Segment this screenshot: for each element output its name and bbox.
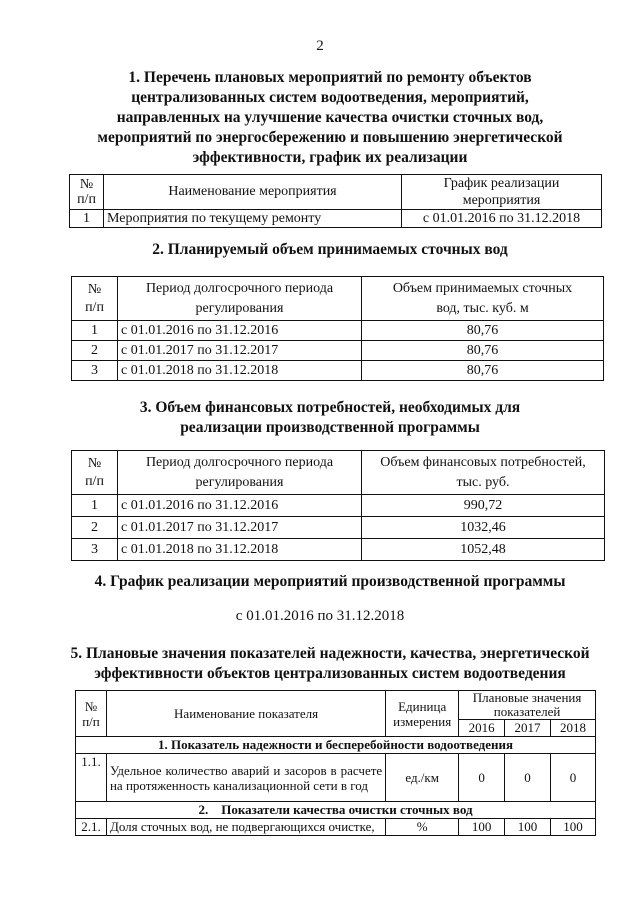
table-row <box>72 495 605 517</box>
cell-num: 1 <box>72 321 118 341</box>
group-title: 2. Показатели качества очистки сточных вод <box>76 802 596 819</box>
cell-schedule: с 01.01.2016 по 31.12.2018 <box>402 210 602 228</box>
header-value: Объем принимаемых сточных вод, тыс. куб. м <box>362 277 604 321</box>
page-number: 2 <box>316 38 324 54</box>
header-unit: Единица измерения <box>386 691 459 737</box>
header-schedule: График реализации мероприятия <box>402 175 602 210</box>
table-row <box>72 517 605 539</box>
header-num: № п/п <box>76 691 107 737</box>
cell-num: 1.1. <box>76 754 107 802</box>
group-title: 1. Показатель надежности и бесперебойности водоотведения <box>76 737 596 754</box>
table-row <box>72 361 604 381</box>
table-row <box>76 819 596 836</box>
table-row <box>76 754 596 802</box>
cell-num: 3 <box>72 361 118 381</box>
cell-value: 100 <box>551 819 596 836</box>
table-header-row <box>70 175 602 210</box>
section1-title-line: 1. Перечень плановых мероприятий по ремонту объектов <box>128 69 532 86</box>
section1-title-line: централизованных систем водоотведения, мероприятий, <box>131 89 529 106</box>
table-row <box>72 321 604 341</box>
header-num: № п/п <box>72 451 118 495</box>
section1-title <box>60 68 600 168</box>
cell-unit: ед./км <box>386 754 459 802</box>
cell-period: с 01.01.2018 по 31.12.2018 <box>118 539 362 561</box>
cell-num: 3 <box>72 539 118 561</box>
cell-value: 80,76 <box>362 361 604 381</box>
cell-value: 80,76 <box>362 341 604 361</box>
header-num: № п/п <box>70 175 104 210</box>
section4-title: 4. График реализации мероприятий производственной программы <box>94 573 566 590</box>
cell-value: 100 <box>459 819 505 836</box>
cell-value: 0 <box>459 754 505 802</box>
header-year: 2018 <box>551 720 596 737</box>
section5-table <box>75 690 596 836</box>
header-name: Наименование мероприятия <box>104 175 402 210</box>
section4-schedule: с 01.01.2016 по 31.12.2018 <box>235 608 405 624</box>
section3-table <box>71 450 605 561</box>
header-period: Период долгосрочного периода регулирования <box>118 277 362 321</box>
cell-num: 2 <box>72 341 118 361</box>
cell-value: 80,76 <box>362 321 604 341</box>
cell-period: с 01.01.2017 по 31.12.2017 <box>118 341 362 361</box>
header-name: Наименование показателя <box>106 691 385 737</box>
cell-value: 990,72 <box>362 495 605 517</box>
section3-title-line: реализации производственной программы <box>180 419 480 436</box>
section5-title-line: 5. Плановые значения показателей надежности, качества, энергетической <box>70 645 590 662</box>
header-year: 2017 <box>505 720 551 737</box>
cell-value: 1052,48 <box>362 539 605 561</box>
section2-title: 2. Планируемый объем принимаемых сточных вод <box>152 241 508 258</box>
cell-period: с 01.01.2018 по 31.12.2018 <box>118 361 362 381</box>
table-header-row <box>72 451 605 495</box>
table-group-row <box>76 737 596 754</box>
cell-value: 0 <box>551 754 596 802</box>
cell-num: 2 <box>72 517 118 539</box>
cell-period: с 01.01.2016 по 31.12.2016 <box>118 321 362 341</box>
table-header-row <box>72 277 604 321</box>
section1-title-line: направленных на улучшение качества очистки сточных вод, <box>116 109 544 126</box>
cell-period: с 01.01.2016 по 31.12.2016 <box>118 495 362 517</box>
cell-num: 1 <box>70 210 104 228</box>
table-row <box>70 210 602 228</box>
cell-name: Мероприятия по текущему ремонту <box>104 210 402 228</box>
table-row <box>72 539 605 561</box>
header-value: Объем финансовых потребностей, тыс. руб. <box>362 451 605 495</box>
section3-title <box>60 398 600 438</box>
header-period: Период долгосрочного периода регулирования <box>118 451 362 495</box>
section1-title-line: эффективности, график их реализации <box>192 149 468 166</box>
cell-value: 100 <box>505 819 551 836</box>
header-year: 2016 <box>459 720 505 737</box>
section3-title-line: 3. Объем финансовых потребностей, необходимых для <box>139 399 521 416</box>
table-row <box>72 341 604 361</box>
table-header-row <box>76 691 596 720</box>
header-planned: Плановые значения показателей <box>459 691 596 720</box>
cell-num: 1 <box>72 495 118 517</box>
section2-table <box>71 276 604 381</box>
section5-title <box>30 644 630 684</box>
cell-value: 1032,46 <box>362 517 605 539</box>
cell-unit: % <box>386 819 459 836</box>
section1-title-line: мероприятий по энергосбережению и повышению энергетической <box>97 129 563 146</box>
cell-period: с 01.01.2017 по 31.12.2017 <box>118 517 362 539</box>
cell-name: Доля сточных вод, не подвергающихся очистке, <box>106 819 385 836</box>
section5-title-line: эффективности объектов централизованных систем водоотведения <box>94 665 566 682</box>
cell-name: Удельное количество аварий и засоров в расчете на протяженность канализационной сети в год <box>106 754 385 802</box>
table-group-row <box>76 802 596 819</box>
header-num: № п/п <box>72 277 118 321</box>
section1-table <box>69 174 602 228</box>
cell-value: 0 <box>505 754 551 802</box>
cell-num: 2.1. <box>76 819 107 836</box>
